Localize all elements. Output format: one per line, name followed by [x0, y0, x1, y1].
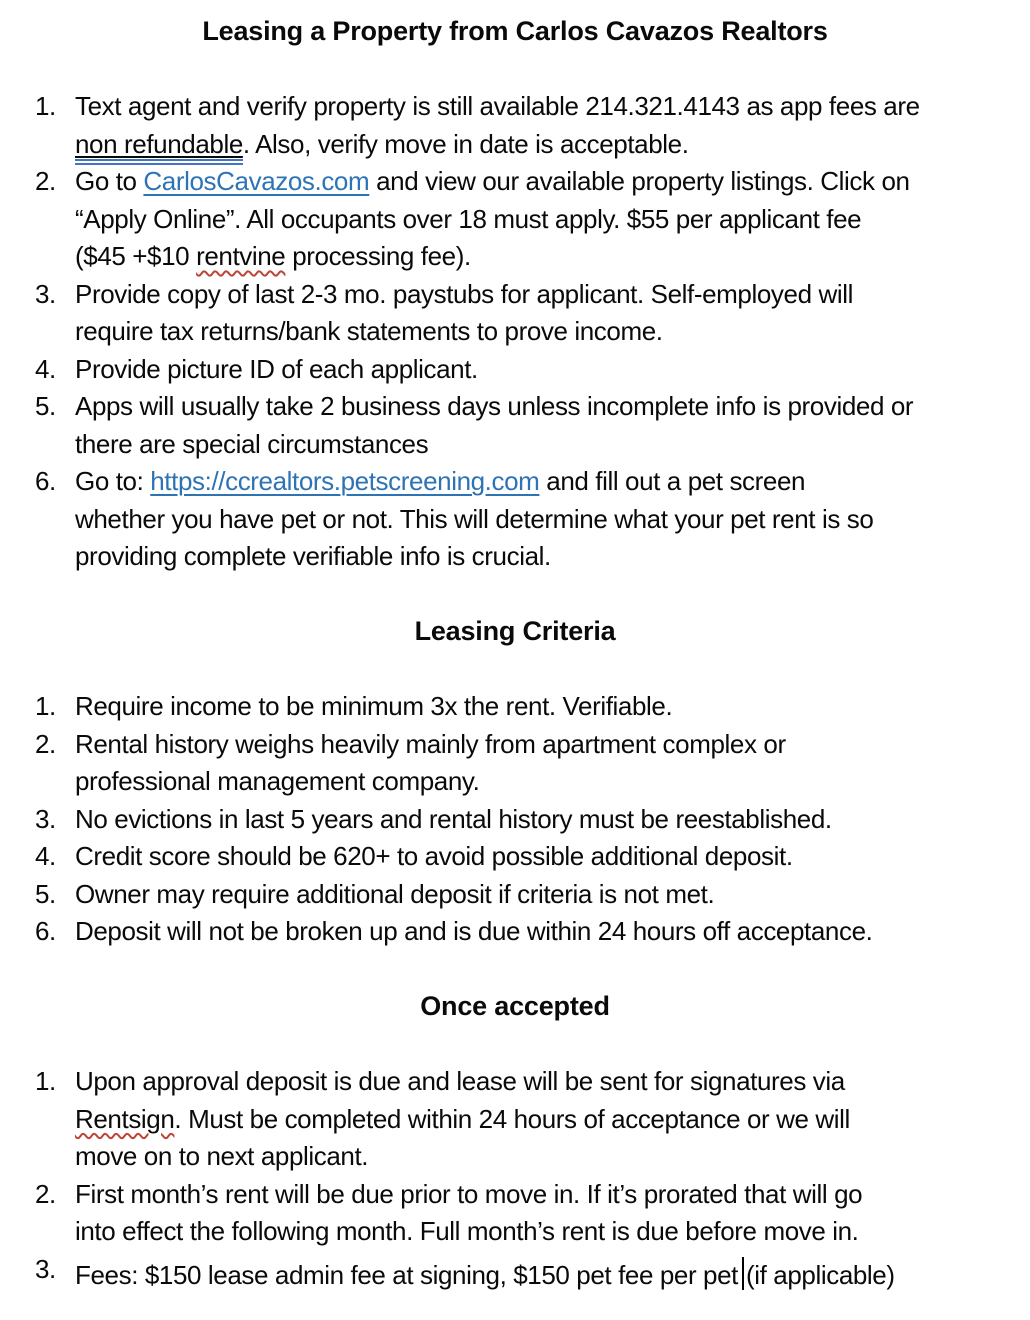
text-line: [75, 1101, 1030, 1139]
list-item-text: [75, 276, 1030, 351]
list-item-text: [75, 88, 1030, 163]
text-line: [75, 913, 1030, 951]
text-run: Apps will usually take 2 business days unless incomplete info is provided or: [75, 391, 914, 421]
document-body: [0, 88, 1030, 1288]
list-item: [35, 163, 1030, 276]
list-item-text: [75, 463, 1030, 576]
text-line: [75, 501, 1030, 539]
text-run: Owner may require additional deposit if criteria is not met.: [75, 878, 715, 909]
text-line: [75, 388, 1030, 426]
text-run: and fill out a pet screen: [539, 466, 806, 496]
text-line: [75, 801, 1030, 839]
list-leasing-steps: [0, 88, 1030, 576]
once-accepted-heading: Once accepted: [420, 991, 610, 1021]
text-run: whether you have pet or not. This will determine what your pet rent is so: [75, 503, 874, 534]
text-line: [75, 763, 1030, 801]
list-item-number: 1.: [35, 91, 56, 121]
text-run: ($45 +$10: [75, 241, 197, 271]
text-run: Text agent and verify property is still available 214.321.4143 as app fees are: [75, 91, 920, 121]
text-line: [75, 463, 1030, 501]
text-line: [75, 1251, 1030, 1289]
list-item: [35, 726, 1030, 801]
document-title: Leasing a Property from Carlos Cavazos Realtors: [202, 16, 828, 46]
list-item-number: 1.: [35, 691, 56, 721]
list-item-number: 3.: [35, 1253, 56, 1284]
grammar-flag-non-refundable: non refundable: [75, 129, 243, 165]
list-item-number: 1.: [35, 1066, 56, 1096]
text-line: [75, 1063, 1030, 1101]
text-line: [75, 1176, 1030, 1214]
text-cursor: [742, 1257, 744, 1290]
list-item: [35, 838, 1030, 876]
list-item-text: [75, 688, 1030, 726]
list-item: [35, 88, 1030, 163]
text-line: [75, 726, 1030, 764]
text-line: [75, 88, 1030, 126]
text-run: and view our available property listings. Click on: [369, 166, 910, 196]
list-once-accepted: [0, 1063, 1030, 1288]
list-item-number: 4.: [35, 353, 56, 384]
list-item-number: 6.: [35, 916, 56, 946]
list-leasing-criteria: [0, 688, 1030, 951]
text-run: Deposit will not be broken up and is due within 24 hours off acceptance.: [75, 916, 873, 946]
text-run: Credit score should be 620+ to avoid possible additional deposit.: [75, 841, 793, 871]
list-item: [35, 688, 1030, 726]
list-item-text: [75, 1176, 1030, 1251]
text-line: [75, 1138, 1030, 1176]
list-item-number: 5.: [35, 391, 56, 421]
list-item-number: 3.: [35, 803, 56, 834]
list-item: [35, 913, 1030, 951]
list-item-text: [75, 388, 1030, 463]
list-item-text: [75, 1251, 1030, 1289]
text-run: . Must be completed within 24 hours of acceptance or we will: [174, 1103, 850, 1134]
list-item-text: [75, 351, 1030, 389]
text-line: [75, 426, 1030, 464]
text-line: [75, 126, 1030, 164]
text-line: [75, 688, 1030, 726]
list-item-text: [75, 913, 1030, 951]
text-run: Upon approval deposit is due and lease will be sent for signatures via: [75, 1066, 845, 1096]
text-line: [75, 538, 1030, 576]
list-item-number: 6.: [35, 466, 56, 496]
list-item: [35, 1063, 1030, 1176]
text-line: [75, 876, 1030, 914]
list-item-text: [75, 801, 1030, 839]
list-item: [35, 1176, 1030, 1251]
text-run: Go to: [75, 166, 144, 196]
list-item-number: 3.: [35, 278, 56, 309]
text-line: [75, 1213, 1030, 1251]
text-run: (if applicable): [746, 1259, 895, 1290]
text-line: [75, 276, 1030, 314]
text-line: [75, 238, 1030, 276]
list-item-number: 2.: [35, 728, 56, 759]
list-item-text: [75, 838, 1030, 876]
text-line: [75, 838, 1030, 876]
text-line: [75, 351, 1030, 389]
list-item-text: [75, 163, 1030, 276]
list-item-number: 4.: [35, 841, 56, 871]
text-line: [75, 163, 1030, 201]
list-item-text: [75, 726, 1030, 801]
list-item-text: [75, 1063, 1030, 1176]
list-item-number: 2.: [35, 166, 56, 196]
list-item: [35, 876, 1030, 914]
list-item: [35, 388, 1030, 463]
text-run: Provide picture ID of each applicant.: [75, 353, 478, 384]
leasing-criteria-heading: Leasing Criteria: [414, 616, 616, 646]
text-line: [75, 201, 1030, 239]
list-item-text: [75, 876, 1030, 914]
text-run: . Also, verify move in date is acceptable.: [242, 128, 689, 159]
text-run: professional management company.: [75, 766, 480, 796]
text-run: move on to next applicant.: [75, 1141, 369, 1171]
text-run: First month’s rent will be due prior to move in. If it’s prorated that will go: [75, 1178, 863, 1209]
text-run: Rental history weighs heavily mainly from apartment complex or: [75, 728, 786, 759]
list-item-number: 5.: [35, 878, 56, 909]
carloscavazos-link[interactable]: CarlosCavazos.com: [143, 166, 370, 196]
text-run: processing fee).: [285, 241, 471, 271]
text-run: providing complete verifiable info is crucial.: [75, 541, 551, 571]
misspelled-rentvine: rentvine: [196, 241, 286, 271]
petscreening-link[interactable]: https://ccrealtors.petscreening.com: [150, 466, 540, 496]
list-item: [35, 801, 1030, 839]
list-item: [35, 1251, 1030, 1289]
text-run: Fees: $150 lease admin fee at signing, $150 pet fee per pet: [75, 1259, 738, 1290]
list-item: [35, 351, 1030, 389]
list-item: [35, 463, 1030, 576]
text-run: Provide copy of last 2-3 mo. paystubs for applicant. Self-employed will: [75, 278, 853, 309]
text-line: [75, 313, 1030, 351]
misspelled-rentsign: Rentsign: [75, 1103, 175, 1134]
text-run: Go to:: [75, 466, 151, 496]
text-run: require tax returns/bank statements to prove income.: [75, 316, 663, 346]
text-run: there are special circumstances: [75, 428, 429, 459]
text-run: “Apply Online”. All occupants over 18 must apply. $55 per applicant fee: [75, 203, 862, 234]
list-item: [35, 276, 1030, 351]
text-run: into effect the following month. Full month’s rent is due before move in.: [75, 1216, 859, 1246]
list-item-number: 2.: [35, 1178, 56, 1209]
text-run: Require income to be minimum 3x the rent. Verifiable.: [75, 691, 673, 721]
text-run: No evictions in last 5 years and rental history must be reestablished.: [75, 803, 832, 834]
